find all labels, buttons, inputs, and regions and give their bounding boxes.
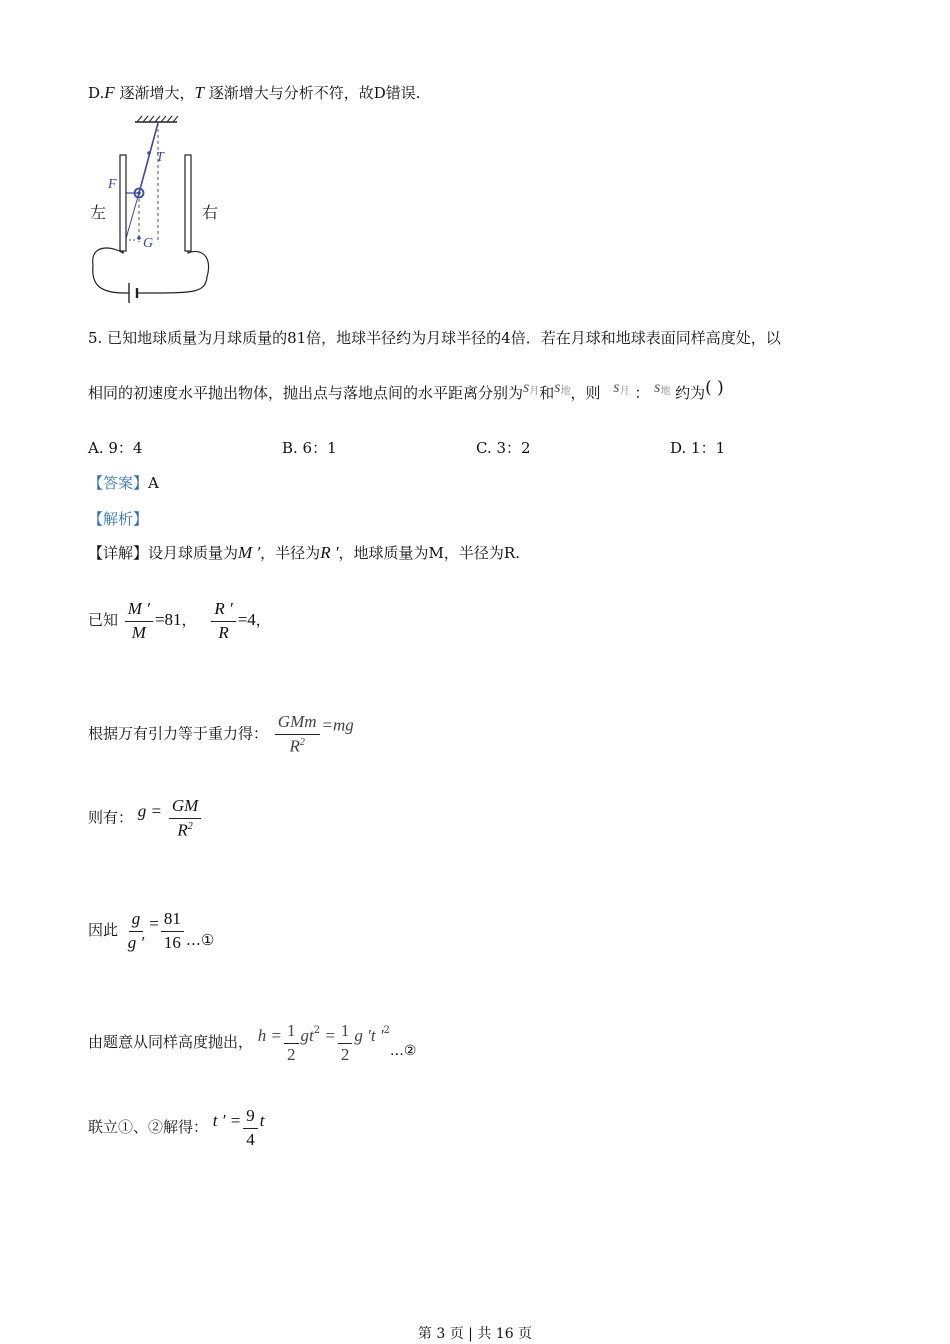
- answer-line: [88, 472, 159, 493]
- label-g: G: [143, 236, 154, 251]
- known-equation: 已知 $\frac{M '}{M}$ =81， $\frac{R '}{R}$ =4，: [88, 599, 271, 642]
- question-5-line2: 相同的初速度水平抛出物体，抛出点与落地点间的水平距离分别为$s^月$和$s^地$，则 $s^月$ ： $s^地$ 约为( ): [88, 378, 724, 402]
- label-t: T: [156, 150, 164, 165]
- detail-line: 【详解】设月球质量为M ′，半径为R ′，地球质量为M，半径为R.: [88, 543, 520, 562]
- label-left: 左: [90, 203, 107, 222]
- answer-label: 【答案】: [88, 474, 149, 492]
- height-equation: 由题意从同样高度抛出， h = $\frac{1}{2}$ $gt^2$ = $\frac{1}{2}$ g ′t $'^2\dots ②$: [88, 1021, 417, 1064]
- option-b: B. 6：1: [282, 439, 337, 457]
- ratio-equation: 因此 $\frac{g}{g '}$ = $\frac{81}{16}$ …①: [88, 909, 215, 952]
- pendulum-capacitor-figure: [85, 115, 220, 310]
- label-f: F: [108, 177, 117, 192]
- option-c: C. 3：2: [476, 439, 531, 457]
- analysis-label: 【解析】: [88, 510, 149, 528]
- gravity-equation: 根据万有引力等于重力得： $\frac{\text{GMm}}{R^2}$ =mg: [88, 712, 354, 756]
- label-right: 右: [202, 203, 219, 222]
- answer-value: A: [148, 474, 159, 492]
- question-5-line1: 5. 已知地球质量为月球质量的81倍，地球半径约为月球半径的4倍．若在月球和地球表面同样高度处，以: [88, 329, 781, 347]
- solve-equation: 联立①、②解得： t ′ = $\frac{9}{4}$ t: [88, 1106, 265, 1149]
- option-d-analysis: D.F 逐渐增大，T 逐渐增大与分析不符，故D错误.: [88, 83, 421, 102]
- page-footer: 第 3 页 | 共 16 页: [417, 1326, 533, 1342]
- g-equation: 则有： g = $\frac{GM}{R^2}$: [88, 797, 203, 840]
- option-a: A. 9：4: [88, 439, 143, 457]
- option-d: D. 1：1: [670, 439, 726, 457]
